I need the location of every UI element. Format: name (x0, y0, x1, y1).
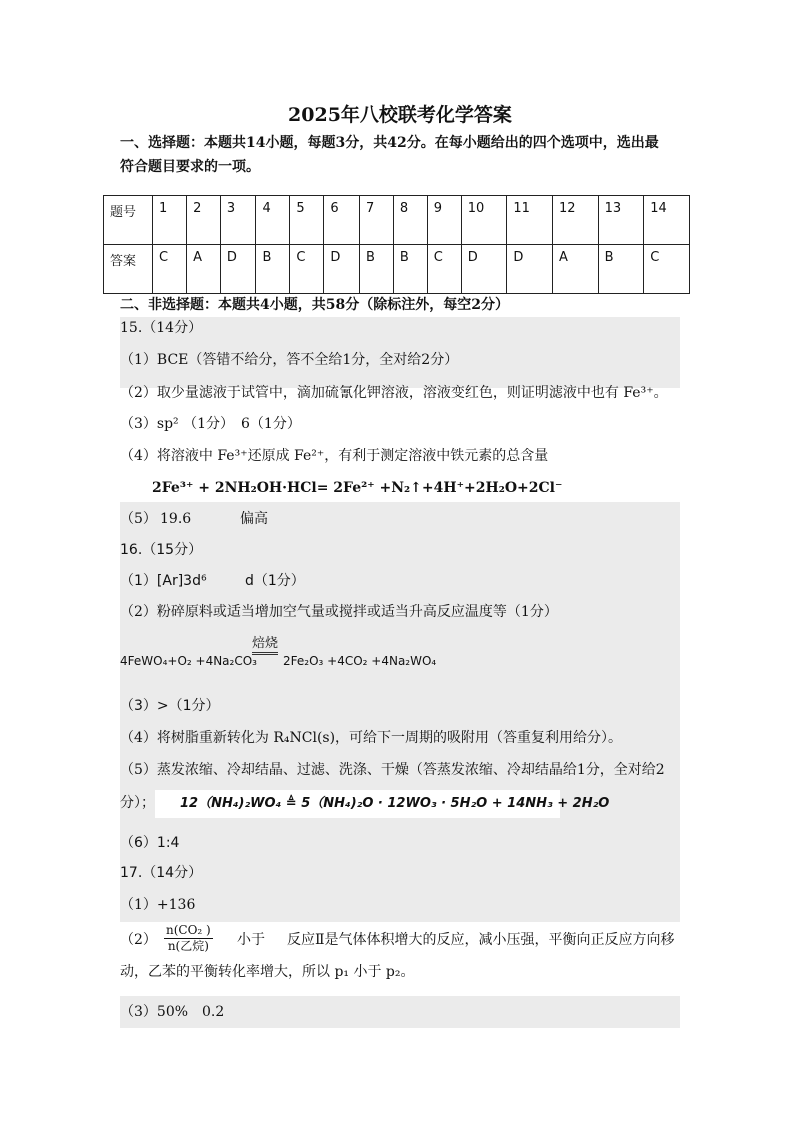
table-header: 答案 (104, 245, 153, 294)
q15-a5-note: 偏高 (240, 511, 268, 527)
q17-a2-c: 反应Ⅱ是气体体积增大的反应，减小压强，平衡向正反应方向移 (287, 932, 675, 948)
answer-cell: D (324, 245, 360, 294)
number-cell: 1 (153, 196, 187, 245)
number-cell: 7 (359, 196, 393, 245)
q15-a1: （1）BCE（答错不给分，答不全给1分，全对给2分） (120, 352, 459, 368)
table-row (104, 245, 690, 294)
q17-a2-label: （2） (120, 932, 157, 948)
q16-a1b: d（1分） (245, 573, 305, 589)
number-cell: 4 (256, 196, 290, 245)
answer-cell: B (393, 245, 427, 294)
answer-cell: A (553, 245, 599, 294)
number-cell: 13 (598, 196, 644, 245)
number-cell: 10 (461, 196, 507, 245)
q16-a3: （3）>（1分） (120, 698, 220, 714)
answer-cell: B (256, 245, 290, 294)
q16-equation: 12（NH₄)₂WO₄ ≜ 5（NH₄)₂O · 12WO₃ · 5H₂O + 14NH₃ + 2H₂O (180, 796, 610, 811)
answer-cell: B (359, 245, 393, 294)
q16-a2: （2）粉碎原料或适当增加空气量或搅拌或适当升高反应温度等（1分） (120, 604, 558, 620)
q16-eq-condition: 焙烧 (252, 636, 278, 655)
number-cell: 14 (644, 196, 690, 245)
q17-a2-d: 动，乙苯的平衡转化率增大，所以 p₁ 小于 p₂。 (120, 964, 415, 980)
answer-cell: D (220, 245, 256, 294)
number-cell: 2 (187, 196, 221, 245)
number-cell: 3 (220, 196, 256, 245)
q16-eq-right: 2Fe₂O₃ +4CO₂ +4Na₂WO₄ (283, 654, 437, 668)
q16-heading: 16.（15分） (120, 542, 203, 558)
number-cell: 9 (427, 196, 461, 245)
q16-a5-cont: 分）； (120, 795, 155, 811)
answer-cell: C (290, 245, 324, 294)
q16-eq-left: 4FeWO₄+O₂ +4Na₂CO₃ (120, 654, 257, 668)
q16-a1: （1）[Ar]3d⁶ (120, 573, 207, 589)
q16-a4: （4）将树脂重新转化为 R₄NCl(s)，可给下一周期的吸附用（答重复利用给分）。 (120, 730, 623, 746)
number-cell: 12 (553, 196, 599, 245)
q15-heading: 15.（14分） (120, 320, 203, 336)
table-row (104, 196, 690, 245)
answer-cell: D (507, 245, 553, 294)
page-title: 2025年八校联考化学答案 (288, 104, 512, 126)
q16-a6: （6）1:4 (120, 835, 180, 851)
answer-cell: B (598, 245, 644, 294)
number-cell: 8 (393, 196, 427, 245)
q15-a5-value: 19.6 (160, 511, 192, 527)
section1-line1: 一、选择题：本题共14小题，每题3分，共42分。在每小题给出的四个选项中，选出最 (120, 135, 659, 151)
section2-heading: 二、非选择题：本题共4小题，共58分（除标注外，每空2分） (120, 297, 509, 313)
answer-table (103, 195, 690, 294)
answer-cell: C (153, 245, 187, 294)
q15-a3: （3）sp² （1分） 6（1分） (120, 416, 301, 432)
number-cell: 6 (324, 196, 360, 245)
fraction-numerator: n(CO₂ ) (166, 923, 211, 937)
q15-a4: （4）将溶液中 Fe³⁺还原成 Fe²⁺，有利于测定溶液中铁元素的总含量 (120, 448, 549, 464)
answer-cell: A (187, 245, 221, 294)
q15-a5-label: （5） (120, 511, 157, 527)
answer-cell: D (461, 245, 507, 294)
q16-a5: （5）蒸发浓缩、冷却结晶、过滤、洗涤、干燥（答蒸发浓缩、冷却结晶给1分，全对给2 (120, 762, 665, 778)
number-cell: 5 (290, 196, 324, 245)
q17-fraction (164, 923, 213, 954)
number-cell: 11 (507, 196, 553, 245)
q15-a2: （2）取少量滤液于试管中，滴加硫氰化钾溶液，溶液变红色，则证明滤液中也有 Fe³⁺。 (120, 385, 668, 401)
answer-cell: C (644, 245, 690, 294)
answer-cell: C (427, 245, 461, 294)
q17-a2-b: 小于 (237, 932, 265, 948)
q17-a1: （1）+136 (120, 897, 196, 913)
q15-equation: 2Fe³⁺ + 2NH₂OH·HCl= 2Fe²⁺ +N₂↑+4H⁺+2H₂O+2Cl⁻ (152, 480, 563, 496)
q17-heading: 17.（14分） (120, 865, 203, 881)
table-header: 题号 (104, 196, 153, 245)
q17-a3: （3）50% 0.2 (120, 1004, 225, 1020)
section1-line2: 符合题目要求的一项。 (120, 159, 260, 175)
fraction-denominator: n(乙烷) (167, 939, 209, 953)
